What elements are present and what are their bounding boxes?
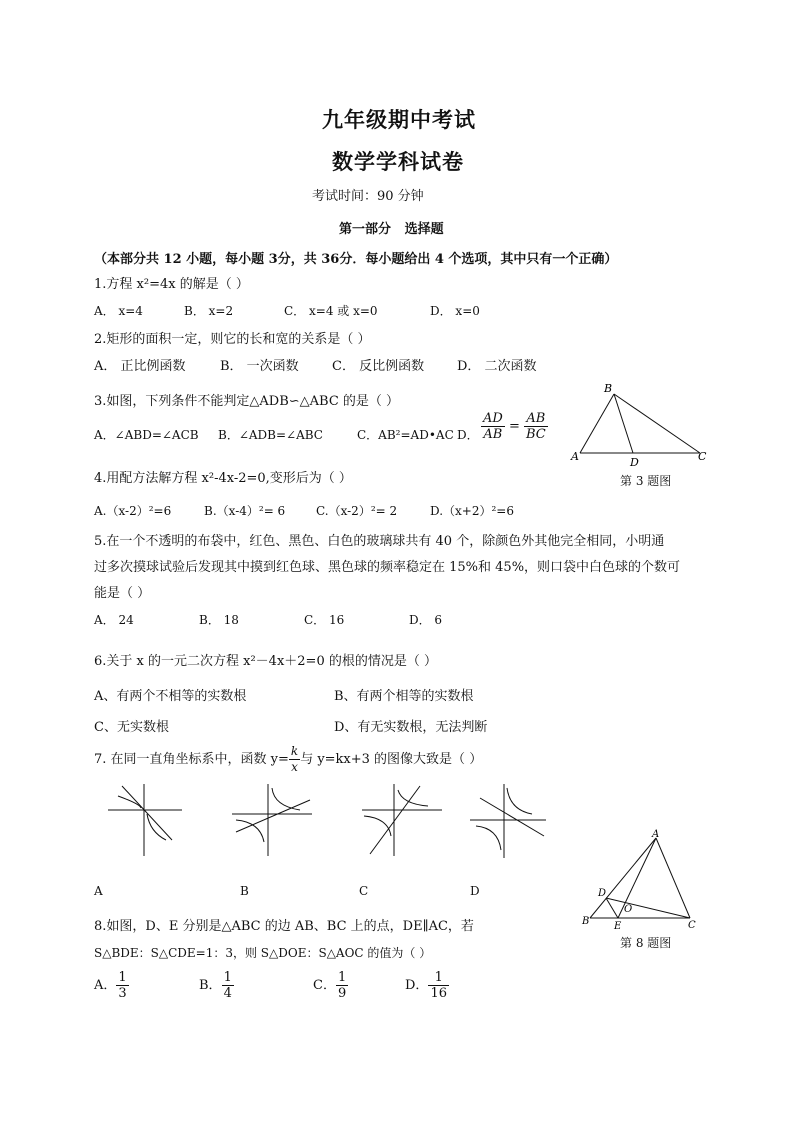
q8-option-b <box>199 970 234 1001</box>
q5-option-d: D． 6 <box>409 613 443 627</box>
q8-label-e: E <box>614 921 622 932</box>
q6-option-d: D、有无实数根，无法判断 <box>334 720 488 735</box>
q3-edge-ab <box>580 394 614 453</box>
q1-option-b: B． x=2 <box>184 304 234 318</box>
q8-option-d-letter: D． <box>405 978 429 993</box>
q2-option-a: A． 正比例函数 <box>94 359 186 374</box>
q8-edge-ba <box>590 838 656 918</box>
q8-option-a <box>94 970 129 1001</box>
q2-option-c: C． 反比例函数 <box>332 359 425 374</box>
q6-option-c: C、无实数根 <box>94 720 169 735</box>
exam-title: 九年级期中考试 <box>322 107 476 132</box>
q5-option-c: C． 16 <box>304 613 345 627</box>
q7-graph-a <box>100 780 190 860</box>
q3-label-a: A <box>571 450 579 463</box>
q5-line-1: 5.在一个不透明的布袋中，红色、黑色、白色的玻璃球共有 40 个，除颜色外其他完全相同，小明通 <box>94 534 665 549</box>
q6-stem: 6.关于 x 的一元二次方程 x²－4x＋2=0 的根的情况是（ ） <box>94 654 437 669</box>
q4-option-d: D.（x+2）²=6 <box>430 504 514 518</box>
q6-option-a: A、有两个不相等的实数根 <box>94 689 247 704</box>
q1-option-d: D． x=0 <box>430 304 480 318</box>
q5-option-b: B． 18 <box>199 613 239 627</box>
q8-option-b-letter: B． <box>199 978 222 993</box>
q3-frac2-den: BC <box>526 427 546 442</box>
section-title: 第一部分 选择题 <box>339 222 444 237</box>
q8-label-c: C <box>688 920 696 931</box>
q4-option-c: C.（x-2）²= 2 <box>316 504 398 518</box>
q5-line-2: 过多次摸球试验后发现其中摸到红色球、黑色球的频率稳定在 15%和 45%，则口袋中白色球的个数可 <box>94 560 681 575</box>
q7-graph-c <box>358 780 448 860</box>
q8-label-a: A <box>652 829 660 840</box>
q3-edge-bc <box>614 394 700 453</box>
q3-option-c: C．AB²=AD•AC <box>357 428 454 442</box>
q7-stem-prefix: 7. 在同一直角坐标系中，函数 y= <box>94 752 289 767</box>
q2-option-b: B． 一次函数 <box>220 359 299 374</box>
q8-option-c-num: 1 <box>337 970 347 985</box>
q3-triangle-figure <box>566 380 716 470</box>
q3-option-b: B．∠ADB=∠ABC <box>218 428 323 442</box>
q7-label-d: D <box>470 884 480 898</box>
q3-frac1-den: AB <box>483 427 503 442</box>
q8-option-b-den: 4 <box>223 986 232 1001</box>
q8-line-2: S△BDE：S△CDE=1：3，则 S△DOE：S△AOC 的值为（ ） <box>94 946 432 960</box>
q8-option-a-num: 1 <box>118 970 127 985</box>
q7-graph-d <box>466 780 556 860</box>
subject-title: 数学学科试卷 <box>332 149 464 174</box>
q3-label-b: B <box>604 382 613 395</box>
q8-label-b: B <box>582 916 590 927</box>
q6-option-b: B、有两个相等的实数根 <box>334 689 474 704</box>
exam-time: 考试时间：90 分钟 <box>312 189 424 204</box>
q8-option-a-letter: A． <box>94 978 117 993</box>
q5-line-3: 能是（ ） <box>94 586 151 601</box>
q2-stem: 2.矩形的面积一定，则它的长和宽的关系是（ ） <box>94 332 371 347</box>
q8-option-b-num: 1 <box>223 970 232 985</box>
q8-label-o: O <box>624 904 633 915</box>
q8-option-a-den: 3 <box>118 986 127 1001</box>
q7-label-a: A <box>94 884 103 898</box>
q8-segment-de <box>606 898 618 918</box>
q3-option-d-expr <box>481 411 548 442</box>
q7-frac-den: x <box>291 760 298 774</box>
q3-segment-bd <box>614 394 633 453</box>
q8-edge-ac <box>656 838 690 918</box>
q3-label-d: D <box>630 456 639 469</box>
q4-option-b: B.（x-4）²= 6 <box>204 504 286 518</box>
q7-frac-num: k <box>290 744 299 758</box>
section-instructions: （本部分共 12 小题，每小题 3分，共 36分．每小题给出 4 个选项，其中只有一个正确） <box>94 252 618 267</box>
q8-triangle-figure <box>578 826 708 932</box>
q1-stem: 1.方程 x²=4x 的解是（ ） <box>94 277 249 292</box>
q8-option-d-den: 16 <box>430 986 447 1001</box>
q3-label-c: C <box>698 450 707 463</box>
q3-option-a: A．∠ABD=∠ACB <box>94 428 199 442</box>
q1-option-c: C． x=4 或 x=0 <box>284 304 378 318</box>
q8-option-d-num: 1 <box>428 970 449 986</box>
q8-option-c-letter: C． <box>313 978 336 993</box>
q3-frac2-num: AB <box>524 411 548 427</box>
q2-option-d: D． 二次函数 <box>457 359 537 374</box>
q8-option-d <box>405 970 449 1001</box>
q7-stem-suffix: 与 y=kx+3 的图像大致是（ ） <box>300 752 483 767</box>
q8-option-c <box>313 970 348 1001</box>
q8-label-d: D <box>598 888 607 899</box>
q8-segment-dc <box>606 898 690 918</box>
q3-stem: 3.如图，下列条件不能判定△ADB∽△ABC 的是（ ） <box>94 394 400 409</box>
q3-equals: = <box>508 419 520 434</box>
q1-option-a: A． x=4 <box>94 304 143 318</box>
q7-graph-b <box>228 780 318 860</box>
q3-figure-caption: 第 3 题图 <box>620 474 672 488</box>
q5-option-a: A． 24 <box>94 613 134 627</box>
q7-label-c: C <box>359 884 369 898</box>
q4-option-a: A.（x-2）²=6 <box>94 504 172 518</box>
q8-figure-caption: 第 8 题图 <box>620 936 672 950</box>
q7-stem <box>94 744 482 775</box>
q3-frac1-num: AD <box>483 411 503 426</box>
q4-stem: 4.用配方法解方程 x²-4x-2=0,变形后为（ ） <box>94 471 352 486</box>
q3-option-d: D． <box>457 428 479 442</box>
q8-line-1: 8.如图，D、E 分别是△ABC 的边 AB、BC 上的点，DE∥AC，若 <box>94 919 474 934</box>
q8-option-c-den: 9 <box>337 986 347 1001</box>
q7-label-b: B <box>240 884 249 898</box>
